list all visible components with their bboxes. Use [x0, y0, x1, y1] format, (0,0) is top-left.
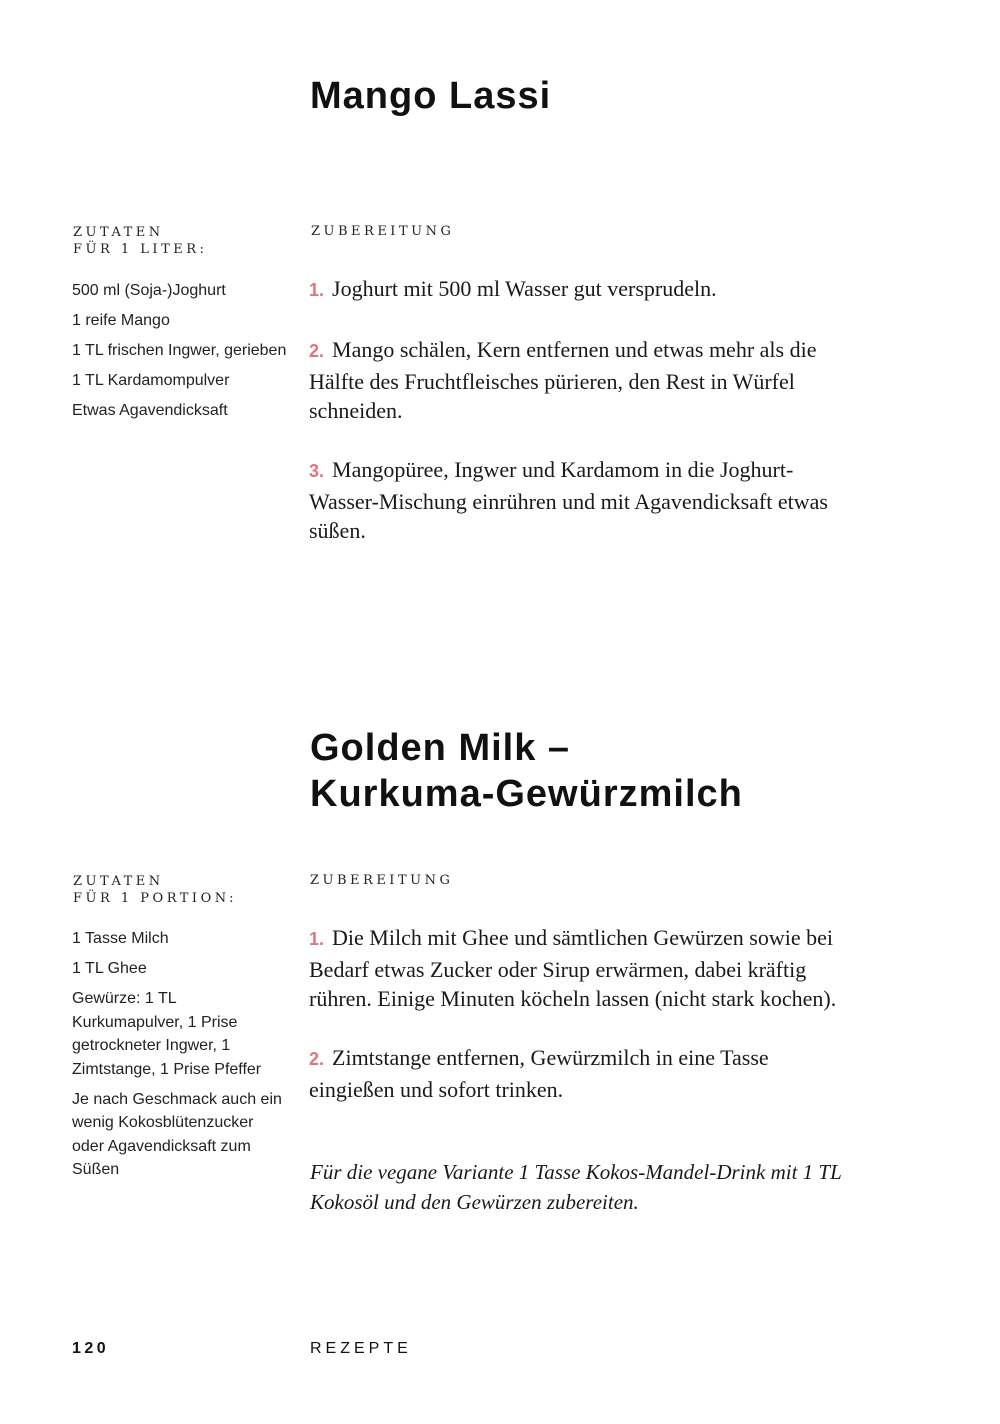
step-text: Die Milch mit Ghee und sämtlichen Gewürzen sowie bei Bedarf etwas Zucker oder Sirup erwärmen, dabei kräftig rühren. Einige Minuten köcheln lassen (nicht stark kochen). — [309, 925, 837, 1011]
vegan-variant-note: Für die vegane Variante 1 Tasse Kokos-Mandel-Drink mit 1 TL Kokosöl und den Gewürzen zubereiten. — [310, 1160, 842, 1214]
ingredient-item: 1 TL frischen Ingwer, gerieben — [72, 342, 287, 359]
section-name: REZEPTE — [310, 1340, 412, 1357]
step-text: Mangopüree, Ingwer und Kardamom in die Joghurt-Wasser-Mischung einrühren und mit Agavendicksaft etwas süßen. — [309, 457, 828, 543]
ingredients-label — [73, 224, 207, 258]
ingredients-list — [72, 279, 287, 429]
preparation-label — [311, 223, 454, 240]
preparation-label-text: ZUBEREITUNG — [310, 873, 454, 888]
ingredients-label — [73, 873, 237, 907]
step-number: 2. — [309, 1049, 325, 1069]
ingredient-item: 500 ml (Soja-)Joghurt — [72, 282, 226, 299]
ingredient-item: Etwas Agavendicksaft — [72, 402, 228, 419]
preparation-label — [310, 872, 453, 889]
ingredient-item: 1 Tasse Milch — [72, 930, 169, 947]
recipe-title-line: Golden Milk – — [310, 727, 571, 769]
preparation-step — [309, 335, 849, 426]
step-text: Zimtstange entfernen, Gewürzmilch in eine Tasse eingießen und sofort trinken. — [309, 1045, 769, 1102]
ingredients-label-line: ZUTATEN — [73, 874, 164, 889]
ingredient-item: Je nach Geschmack auch ein wenig Kokosblütenzucker oder Agavendicksaft zum Süßen — [72, 1090, 282, 1178]
step-number: 1. — [309, 280, 325, 300]
step-text: Mango schälen, Kern entfernen und etwas mehr als die Hälfte des Fruchtfleisches pürieren, den Rest in Würfel schneiden. — [309, 337, 817, 423]
ingredients-label-line: ZUTATEN — [73, 225, 164, 240]
recipe-title-line: Kurkuma-Gewürzmilch — [310, 773, 743, 815]
preparation-steps — [309, 923, 849, 1134]
recipe-title-golden-milk — [310, 725, 743, 817]
preparation-label-text: ZUBEREITUNG — [311, 224, 455, 239]
ingredient-item: 1 TL Kardamompulver — [72, 372, 230, 389]
step-number: 1. — [309, 929, 325, 949]
ingredients-label-line: FÜR 1 PORTION: — [73, 891, 238, 906]
ingredient-item: 1 TL Ghee — [72, 960, 147, 977]
preparation-step — [309, 274, 849, 306]
ingredient-item: 1 reife Mango — [72, 312, 170, 329]
ingredients-label-line: FÜR 1 LITER: — [73, 242, 208, 257]
preparation-steps — [309, 274, 849, 575]
preparation-step — [309, 455, 849, 546]
step-text: Joghurt mit 500 ml Wasser gut versprudeln. — [332, 276, 717, 301]
preparation-step — [309, 923, 849, 1014]
recipe-title-line: Mango Lassi — [310, 75, 552, 117]
preparation-step — [309, 1043, 849, 1104]
step-number: 2. — [309, 341, 325, 361]
page-number: 120 — [72, 1340, 110, 1357]
step-number: 3. — [309, 461, 325, 481]
recipe-title-mango-lassi — [310, 73, 551, 119]
ingredient-item: Gewürze: 1 TL Kurkumapulver, 1 Prise getrockneter Ingwer, 1 Zimtstange, 1 Prise Pfeffer — [72, 990, 262, 1078]
ingredients-list — [72, 927, 287, 1188]
